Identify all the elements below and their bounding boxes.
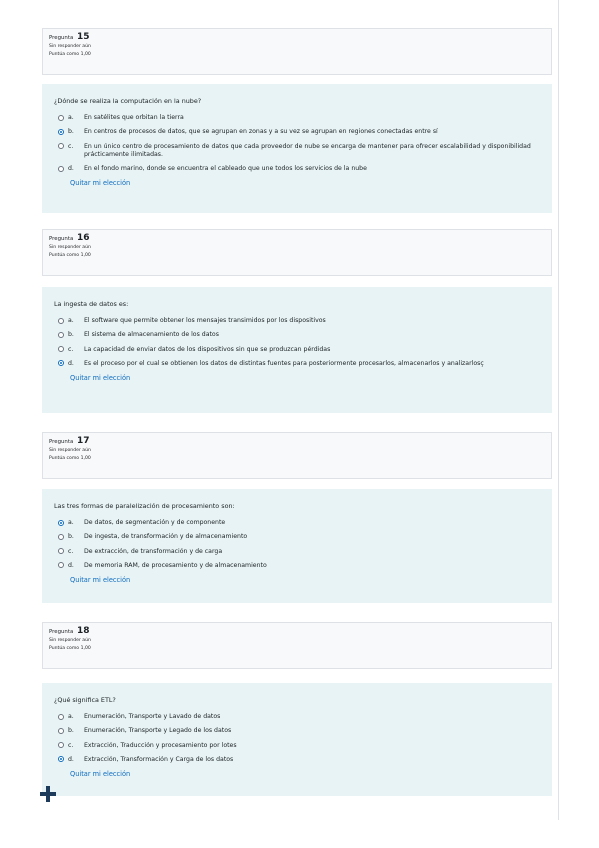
answer-letter: c. — [68, 741, 74, 749]
answer-text: Enumeración, Transporte y Legado de los datos — [84, 727, 232, 735]
answer-text: La capacidad de enviar datos de los dispositivos sin que se produzcan pérdidas — [84, 345, 331, 353]
answer-letter: a. — [68, 519, 74, 526]
question-state: Sin responder aún — [49, 245, 91, 250]
radio-button-selected[interactable] — [58, 756, 64, 762]
answer-option-b[interactable] — [58, 533, 540, 541]
question-content — [42, 683, 552, 796]
answer-text: En centros de procesos de datos, que se agrupan en zonas y a su vez se agrupan en regiones conectadas entre sí — [84, 128, 438, 136]
radio-button[interactable] — [58, 728, 64, 734]
clear-choice-link[interactable]: Quitar mi elección — [70, 576, 131, 585]
answer-letter: b. — [68, 727, 74, 735]
clear-choice-link[interactable]: Quitar mi elección — [70, 179, 131, 188]
radio-button[interactable] — [58, 548, 64, 554]
radio-button[interactable] — [58, 332, 64, 338]
answer-option-a[interactable] — [58, 519, 540, 527]
answer-option-d[interactable] — [58, 562, 540, 570]
answer-text: Extracción, Transformación y Carga de los datos — [84, 755, 234, 763]
answer-text: En satélites que orbitan la tierra — [84, 114, 184, 121]
question-number: Pregunta 15 — [49, 32, 90, 42]
question-text: ¿Qué significa ETL? — [54, 696, 116, 704]
answer-letter: b. — [68, 533, 74, 541]
answer-text: En el fondo marino, donde se encuentra el cableado que une todos los servicios de la nube — [84, 165, 367, 173]
radio-button-selected[interactable] — [58, 520, 64, 526]
question-info — [42, 229, 552, 276]
question-grade: Puntúa como 1,00 — [49, 456, 91, 461]
answer-option-b[interactable] — [58, 331, 540, 339]
question-content — [42, 84, 552, 213]
radio-button[interactable] — [58, 143, 64, 149]
answer-text: En un único centro de procesamiento de datos que cada proveedor de nube se encarga de mantener para ofrecer escalabilidad y disponibilidad prácticamente ilimitadas. — [84, 142, 531, 158]
answer-text: De ingesta, de transformación y de almacenamiento — [84, 533, 248, 541]
answer-option-b[interactable] — [58, 128, 540, 136]
answer-letter: c. — [68, 345, 74, 353]
answer-text: Extracción, Traducción y procesamiento por lotes — [84, 741, 237, 749]
radio-button-selected[interactable] — [58, 129, 64, 135]
answer-text: De memoria RAM, de procesamiento y de almacenamiento — [84, 561, 267, 569]
quiz-column — [40, 0, 559, 820]
answer-option-c[interactable] — [58, 742, 540, 750]
answer-option-d[interactable] — [58, 165, 540, 173]
question-number: Pregunta 18 — [49, 626, 90, 636]
answer-letter: b. — [68, 128, 74, 136]
answer-letter: d. — [68, 561, 74, 569]
question-content — [42, 489, 552, 603]
answer-text: El sistema de almacenamiento de los datos — [84, 331, 219, 339]
answer-letter: d. — [68, 755, 74, 763]
answer-text: Enumeración, Transporte y Lavado de datos — [84, 713, 221, 720]
question-state: Sin responder aún — [49, 44, 91, 49]
answer-text: El software que permite obtener los mensajes transimidos por los dispositivos — [84, 317, 326, 324]
answer-letter: b. — [68, 331, 74, 339]
answer-option-c[interactable] — [58, 143, 540, 160]
question-content — [42, 287, 552, 413]
radio-button[interactable] — [58, 714, 64, 720]
question-info — [42, 28, 552, 75]
radio-button-selected[interactable] — [58, 360, 64, 366]
question-state: Sin responder aún — [49, 638, 91, 643]
radio-button[interactable] — [58, 534, 64, 540]
radio-button[interactable] — [58, 115, 64, 121]
clear-choice-link[interactable]: Quitar mi elección — [70, 374, 131, 383]
question-grade: Puntúa como 1,00 — [49, 646, 91, 651]
radio-button[interactable] — [58, 318, 64, 324]
question-info — [42, 432, 552, 479]
answer-option-d[interactable] — [58, 756, 540, 764]
question-text: La ingesta de datos es: — [54, 300, 129, 308]
answer-option-d[interactable] — [58, 360, 540, 368]
radio-button[interactable] — [58, 742, 64, 748]
answer-letter: c. — [68, 142, 74, 150]
answer-letter: c. — [68, 547, 74, 555]
answer-option-a[interactable] — [58, 114, 540, 122]
answer-option-c[interactable] — [58, 346, 540, 354]
answer-letter: a. — [68, 317, 74, 324]
answer-text: De datos, de segmentación y de componente — [84, 519, 226, 526]
radio-button[interactable] — [58, 166, 64, 172]
answer-option-c[interactable] — [58, 548, 540, 556]
question-number: Pregunta 16 — [49, 233, 90, 243]
answer-text: Es el proceso por el cual se obtienen los datos de distintas fuentes para posteriormente procesarlos, almacenarlos y analizarlosç — [84, 359, 484, 367]
question-grade: Puntúa como 1,00 — [49, 253, 91, 258]
answer-option-a[interactable] — [58, 713, 540, 721]
question-info — [42, 622, 552, 669]
radio-button[interactable] — [58, 346, 64, 352]
question-grade: Puntúa como 1,00 — [49, 52, 91, 57]
question-state: Sin responder aún — [49, 448, 91, 453]
answer-letter: a. — [68, 114, 74, 121]
radio-button[interactable] — [58, 562, 64, 568]
answer-letter: a. — [68, 713, 74, 720]
question-text: Las tres formas de paralelización de procesamiento son: — [54, 502, 235, 510]
answer-letter: d. — [68, 165, 74, 173]
answer-letter: d. — [68, 359, 74, 367]
question-number: Pregunta 17 — [49, 436, 90, 446]
plus-icon[interactable] — [40, 786, 56, 802]
answer-text: De extracción, de transformación y de carga — [84, 547, 223, 555]
answer-option-b[interactable] — [58, 727, 540, 735]
clear-choice-link[interactable]: Quitar mi elección — [70, 770, 131, 779]
answer-option-a[interactable] — [58, 317, 540, 325]
question-text: ¿Dónde se realiza la computación en la nube? — [54, 97, 202, 105]
